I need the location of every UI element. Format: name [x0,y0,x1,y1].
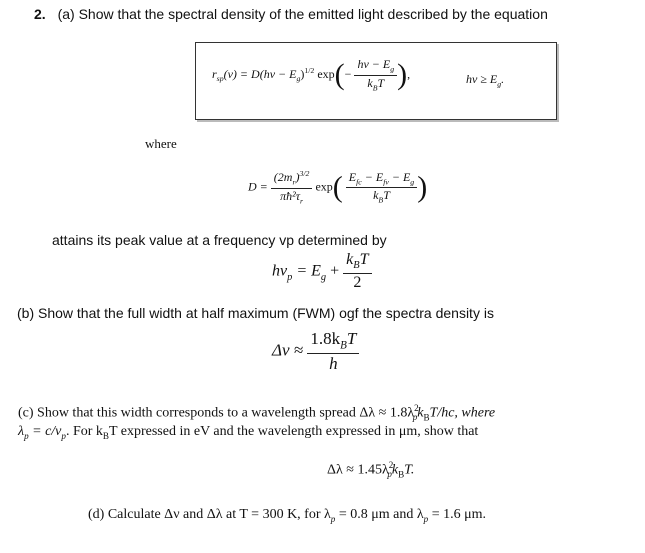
eq2-frac-B: B [378,195,384,205]
part-c-lambda: λ [18,424,25,439]
eq3-frac-B: B [353,260,360,272]
eq5-T: T. [404,462,415,478]
eq2-frac-T: T [383,188,390,203]
eq1-frac-num: hν − E [357,57,391,71]
part-c-sup-2: 2 [414,403,419,413]
eq4-num-T: T [346,329,357,348]
eq5-text: Δλ ≈ 1.45λ [327,462,389,478]
eq2-fc: fc [356,176,362,186]
eq4-num-B: B [340,339,347,352]
part-c-line2-tail: T expressed in eV and the wavelength expressed in μm, show that [108,424,479,439]
eq4-num: 1.8k [310,329,341,348]
eq1-fraction [354,58,397,92]
eq2-lhs: D = [248,179,268,194]
eq4-lhs: Δν ≈ [272,340,304,360]
part-c-for-k: . For k [65,424,103,439]
part-c-sub-p: p [412,412,418,423]
part-d-p1: p [330,513,336,524]
eq5-B: B [398,469,405,480]
eq3-frac-den: 2 [353,274,362,292]
eq2-frac-E: E [348,169,357,184]
eq2-g: g [410,176,415,186]
eq3-plus: + [330,262,340,280]
part-a-intro: (a) Show that the spectral density of the emitted light described by the equation [57,6,548,22]
equation-1: $r_{sp}(\nu) = D(h\nu - E_g)^{1/2}$ exp(− $\frac{h\nu - E_g}{k_BT}$ ), [212,57,411,92]
part-d-a: (d) Calculate Δν and Δλ at T = 300 K, for λ [88,507,331,522]
part-c-B: B [423,412,430,423]
part-d-c: = 1.6 μm. [428,507,486,522]
eq1-minus: − [344,66,352,81]
part-c-nu-p: p [61,430,66,441]
eq2-frac-den: k [373,188,379,203]
eq4-den: h [329,353,338,373]
eq3-g: g [320,271,327,283]
part-d-p2: p [423,513,429,524]
eq1-condition-text: hν ≥ E [466,72,498,86]
part-c-tail: T/hc, where [429,405,496,421]
eq1-frac-den: k [367,75,373,90]
eq1-g-sub: g [296,74,301,84]
eq2-minus2: − E [388,169,411,184]
attains-text: attains its peak value at a frequency vp determined by [52,232,387,248]
eq2-den-sub: r [300,195,304,205]
eq1-condition-g: g [497,79,502,89]
part-d-b: = 0.8 μm and λ [335,507,424,522]
eq3-eq: = E [296,262,321,280]
eq1-condition: $h\nu \ge E_g$. [466,72,505,89]
part-c-k: k [417,405,424,421]
eq2-minus1: − E [361,169,384,184]
eq5-sup-2: 2 [388,460,394,470]
part-b-text: (b) Show that the full width at half maximum (FWM) ogf the spectra density is [17,305,494,321]
equation-4 [272,330,359,373]
part-c-cnu: = c/ν [28,424,62,439]
part-c-line1-text: (c) Show that this width corresponds to a wavelength spread Δλ ≈ 1.8λ [18,405,415,421]
eq1-lhs-arg: (ν) = D(hν − E [223,66,297,81]
eq4-fraction [307,330,359,373]
where-label: where [145,136,177,151]
eq2-exp: exp [315,179,333,194]
eq5-k: k [391,462,399,478]
eq2-fv: fv [383,176,389,186]
equation-3 [272,252,372,292]
part-c-line-2 [18,424,478,441]
eq3-lhs: hν [272,262,288,280]
eq2-fraction-1: $\frac{(2m_r)^{3/2}}{\pi ħ^2\tau_r}$ [271,170,313,205]
eq1-frac-B: B [372,82,378,92]
eq1-frac-T: T [377,75,385,90]
question-header [34,6,548,22]
part-c-line-1 [18,403,495,422]
equation-5 [327,460,414,479]
eq1-exp: exp [317,66,335,81]
eq2-den: πħ²τ [280,188,301,203]
part-d-text [88,507,486,524]
eq2-num-sup: 3/2 [299,169,310,178]
eq3-frac-k: k [346,251,354,268]
question-number: 2. [34,6,46,22]
eq1-power: 1/2 [304,65,315,75]
eq1-lhs-sub: sp [216,74,224,84]
eq5-sub-p: p [387,469,392,480]
part-c-line2-B: B [102,430,109,441]
eq2-num-sub: r [292,177,296,187]
eq2-num: (2m [273,170,293,184]
eq1-frac-g: g [390,64,395,74]
eq3-frac-T: T [359,251,369,268]
equation-2: D = $\frac{(2m_r)^{3/2}}{\pi ħ^2\tau_r}$ exp( $\frac{E_{fc} - E_{fv} - E_g}{k_BT}$ ) [248,169,428,205]
eq3-fraction [343,252,371,292]
eq2-fraction-2 [346,171,417,205]
eq3-lhs-sub: p [287,271,293,283]
eq1-lhs: r [212,66,217,81]
part-c-lambda-p: p [24,430,29,441]
